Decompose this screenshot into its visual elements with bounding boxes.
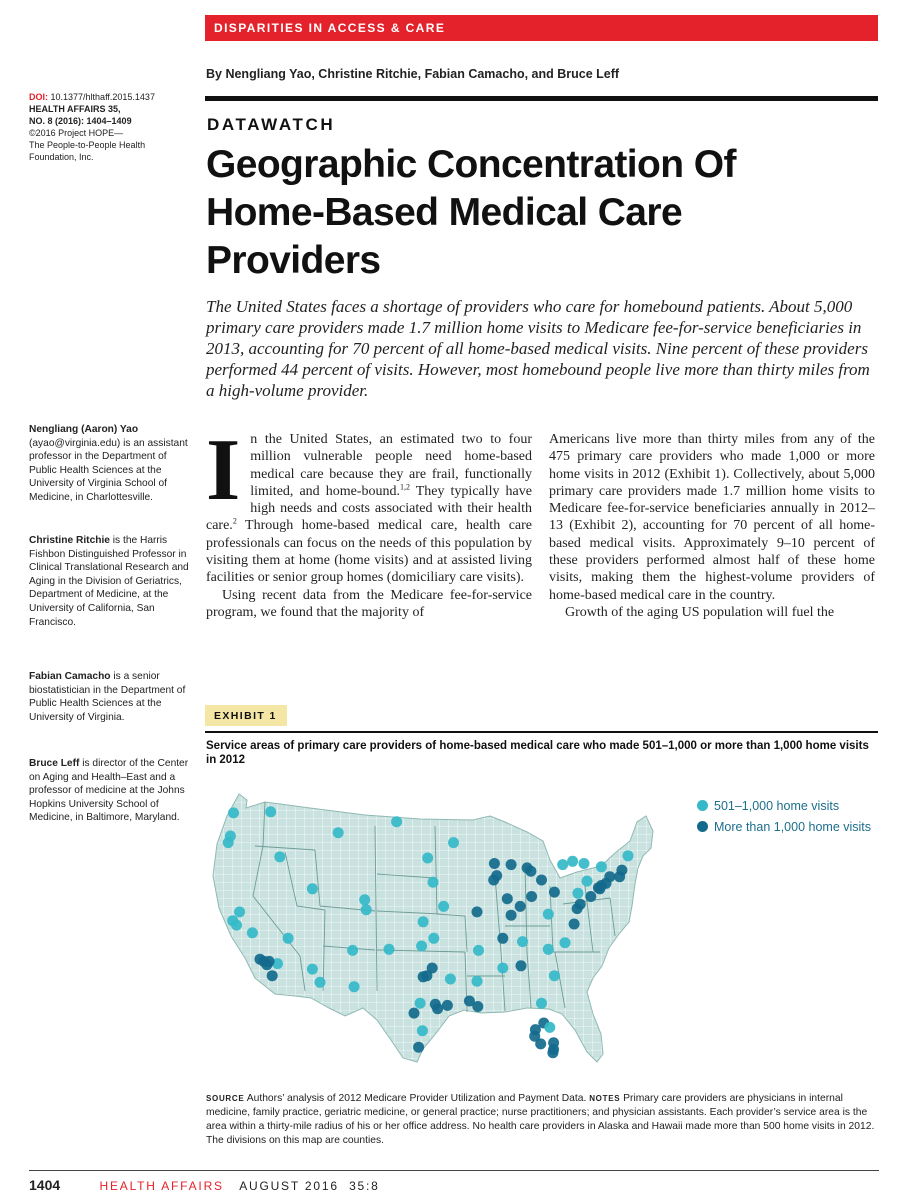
mid-volume-provider-dot	[445, 974, 456, 985]
high-volume-provider-dot	[506, 859, 517, 870]
journal-name: HEALTH AFFAIRS	[99, 1179, 224, 1193]
mid-volume-provider-dot	[384, 944, 395, 955]
mid-volume-provider-dot	[428, 933, 439, 944]
high-volume-provider-dot	[267, 970, 278, 981]
source-text: Authors’ analysis of 2012 Medicare Provider Utilization and Payment Data.	[246, 1093, 587, 1104]
page-number: 1404	[29, 1177, 61, 1193]
high-volume-provider-dot	[413, 1042, 424, 1053]
bio-name: Christine Ritchie	[29, 535, 110, 546]
footnote-ref[interactable]: 2	[232, 516, 237, 526]
mid-volume-provider-dot	[582, 876, 593, 887]
notes-text: Primary care providers are physicians in internal medicine, family practice, geriatric medicine, or general practice; nurse practitioners; and physician assistants. Each provider’s service area is the area within a thirty-mile radius of his or her office address. No health care providers in Alaska and Hawaii made more than 500 home visits in 2012. The divisions on this map are counties.	[206, 1093, 875, 1146]
mid-volume-provider-dot	[359, 894, 370, 905]
body-text: They typically have high needs and costs associated with their health care.	[206, 483, 532, 534]
mid-volume-provider-dot	[247, 927, 258, 938]
high-volume-provider-dot	[522, 862, 533, 873]
mid-volume-provider-dot	[536, 998, 547, 1009]
high-volume-provider-dot	[548, 1037, 559, 1048]
body-paragraph: Using recent data from the Medicare fee-for-service program, we found that the majority of	[206, 587, 532, 620]
mid-volume-provider-dot	[579, 858, 590, 869]
footer-rule	[29, 1170, 879, 1171]
high-volume-provider-dot	[497, 933, 508, 944]
mid-volume-provider-dot	[231, 920, 242, 931]
high-volume-provider-dot	[569, 919, 580, 930]
mid-volume-provider-dot	[307, 964, 318, 975]
body-paragraph: Americans live more than thirty miles from any of the 475 primary care providers who made 1,000 or more home visits in 2012 (Exhibit 1). Collectively, about 5,000 primary care providers made 1.7 million home visits to Medicare fee-for-service beneficiaries annually in 2012–13 (Exhibit 2), accounting for 70 percent of all home-based medical visits. Approximately 9–10 percent of these providers performed almost half of these home visits, making them the highest-volume providers of home-based medical care in the country.	[549, 432, 875, 603]
author-bio	[29, 423, 189, 505]
map-legend	[697, 795, 871, 837]
org-line-2: Foundation, Inc.	[29, 152, 94, 162]
high-volume-provider-dot	[502, 893, 513, 904]
bio-text: is a senior biostatistician in the Department of Public Health Sciences at the University of Virginia.	[29, 671, 186, 723]
doi-label: DOI:	[29, 92, 48, 102]
mid-volume-provider-dot	[572, 888, 583, 899]
high-volume-provider-dot	[575, 899, 586, 910]
drop-cap: I	[206, 422, 241, 519]
high-volume-provider-dot	[515, 901, 526, 912]
mid-volume-provider-dot	[228, 807, 239, 818]
body-column-right	[549, 431, 875, 621]
author-bio	[29, 670, 189, 724]
bio-name: Nengliang (Aaron) Yao	[29, 424, 139, 435]
body-paragraph: Growth of the aging US population will fuel the	[565, 604, 835, 620]
high-volume-provider-dot	[472, 906, 483, 917]
mid-volume-provider-dot	[223, 837, 234, 848]
exhibit-notes	[206, 1092, 876, 1148]
high-volume-provider-dot	[488, 875, 499, 886]
high-volume-provider-dot	[585, 891, 596, 902]
mid-volume-provider-dot	[623, 850, 634, 861]
mid-volume-provider-dot	[349, 981, 360, 992]
footnote-ref[interactable]: 1,2	[399, 482, 410, 492]
bio-name: Fabian Camacho	[29, 671, 111, 682]
high-volume-provider-dot	[516, 960, 527, 971]
mid-volume-provider-dot	[265, 806, 276, 817]
high-volume-provider-dot	[430, 999, 441, 1010]
mid-volume-provider-dot	[428, 877, 439, 888]
mid-volume-provider-dot	[560, 937, 571, 948]
copyright: ©2016 Project HOPE—	[29, 128, 124, 138]
high-volume-provider-dot	[427, 963, 438, 974]
mid-volume-provider-dot	[361, 904, 372, 915]
legend-item	[697, 795, 871, 816]
legend-swatch	[697, 821, 708, 832]
mid-volume-provider-dot	[347, 945, 358, 956]
high-volume-provider-dot	[526, 891, 537, 902]
mid-volume-provider-dot	[391, 816, 402, 827]
org-line-1: The People-to-People Health	[29, 140, 146, 150]
high-volume-provider-dot	[506, 910, 517, 921]
bio-text: is director of the Center on Aging and Health–East and a professor of medicine at the Johns Hopkins University School of Medicine, in Baltimore, Maryland.	[29, 758, 189, 824]
mid-volume-provider-dot	[283, 933, 294, 944]
mid-volume-provider-dot	[472, 976, 483, 987]
high-volume-provider-dot	[409, 1008, 420, 1019]
high-volume-provider-dot	[464, 996, 475, 1007]
bio-name: Bruce Leff	[29, 758, 80, 769]
mid-volume-provider-dot	[543, 944, 554, 955]
mid-volume-provider-dot	[517, 936, 528, 947]
exhibit-rule	[205, 731, 878, 733]
body-column-left	[206, 422, 532, 621]
kicker: DATAWATCH	[207, 115, 336, 134]
mid-volume-provider-dot	[415, 998, 426, 1009]
bio-text: is the Harris Fishbon Distinguished Professor in Clinical Translational Research and Aging in the Division of Geriatrics, Department of Medicine, at the University of California, San Francisco.	[29, 535, 189, 628]
mid-volume-provider-dot	[333, 827, 344, 838]
high-volume-provider-dot	[604, 871, 615, 882]
high-volume-provider-dot	[442, 1000, 453, 1011]
high-volume-provider-dot	[535, 1038, 546, 1049]
us-county-map	[205, 786, 685, 1086]
high-volume-provider-dot	[614, 871, 625, 882]
mid-volume-provider-dot	[596, 861, 607, 872]
mid-volume-provider-dot	[315, 977, 326, 988]
mid-volume-provider-dot	[473, 945, 484, 956]
mid-volume-provider-dot	[544, 1022, 555, 1033]
exhibit-label: EXHIBIT 1	[205, 705, 287, 726]
mid-volume-provider-dot	[422, 853, 433, 864]
journal-line-1: HEALTH AFFAIRS 35,	[29, 104, 121, 114]
high-volume-provider-dot	[418, 971, 429, 982]
mid-volume-provider-dot	[438, 901, 449, 912]
mid-volume-provider-dot	[497, 963, 508, 974]
exhibit-caption: Service areas of primary care providers of home-based medical care who made 501–1,000 or more than 1,000 home visits in 2012	[206, 740, 869, 766]
mid-volume-provider-dot	[567, 856, 578, 867]
mid-volume-provider-dot	[543, 909, 554, 920]
legend-item	[697, 816, 871, 837]
section-banner	[205, 15, 878, 41]
high-volume-provider-dot	[489, 858, 500, 869]
article-title: Geographic Concentration Of Home-Based Medical Care Providers	[206, 143, 736, 282]
mid-volume-provider-dot	[416, 941, 427, 952]
legend-label: More than 1,000 home visits	[714, 819, 872, 834]
page-footer	[29, 1177, 380, 1193]
mid-volume-provider-dot	[418, 916, 429, 927]
mid-volume-provider-dot	[549, 970, 560, 981]
mid-volume-provider-dot	[307, 883, 318, 894]
high-volume-provider-dot	[255, 954, 266, 965]
notes-label: NOTES	[589, 1094, 621, 1103]
mid-volume-provider-dot	[274, 851, 285, 862]
body-text: Through home-based medical care, health care professionals can focus on the needs of this population by visiting them at home (home visits) and at assisted living facilities or senior group homes (domiciliary care visits).	[206, 518, 532, 586]
abstract: The United States faces a shortage of providers who care for homebound patients. About 5,000 primary care providers made 1.7 million home visits to Medicare fee-for-service beneficiaries in 2013, accounting for 70 percent of all home-based medical visits. Nine percent of these providers performed 44 percent of visits. However, most homebound people live more than thirty miles from a high-volume provider.	[206, 297, 870, 400]
doi-link[interactable]: 10.1377/hlthaff.2015.1437	[50, 92, 155, 102]
source-label: SOURCE	[206, 1094, 245, 1103]
bio-text: (ayao@virginia.edu) is an assistant professor in the Department of Public Health Sciences at the University of Virginia School of Medicine, in Charlottesville.	[29, 437, 188, 503]
body-text: n the United States, an estimated two to four million vulnerable people need home-based medical care because they are frail, functionally limited, and home-bound.	[250, 432, 532, 499]
mid-volume-provider-dot	[234, 906, 245, 917]
us-landmass	[213, 794, 653, 1062]
issue-date: AUGUST 2016 35:8	[239, 1179, 380, 1193]
author-bio	[29, 757, 189, 825]
author-byline: By Nengliang Yao, Christine Ritchie, Fabian Camacho, and Bruce Leff	[206, 67, 620, 81]
mid-volume-provider-dot	[557, 859, 568, 870]
legend-label: 501–1,000 home visits	[714, 798, 840, 813]
high-volume-provider-dot	[549, 887, 560, 898]
high-volume-provider-dot	[264, 956, 275, 967]
author-bio	[29, 534, 189, 629]
journal-line-2: NO. 8 (2016): 1404–1409	[29, 116, 132, 126]
mid-volume-provider-dot	[448, 837, 459, 848]
legend-swatch	[697, 800, 708, 811]
high-volume-provider-dot	[536, 875, 547, 886]
citation-block	[29, 91, 194, 163]
section-label: DISPARITIES IN ACCESS & CARE	[214, 21, 446, 35]
mid-volume-provider-dot	[417, 1025, 428, 1036]
header-rule	[205, 96, 878, 101]
